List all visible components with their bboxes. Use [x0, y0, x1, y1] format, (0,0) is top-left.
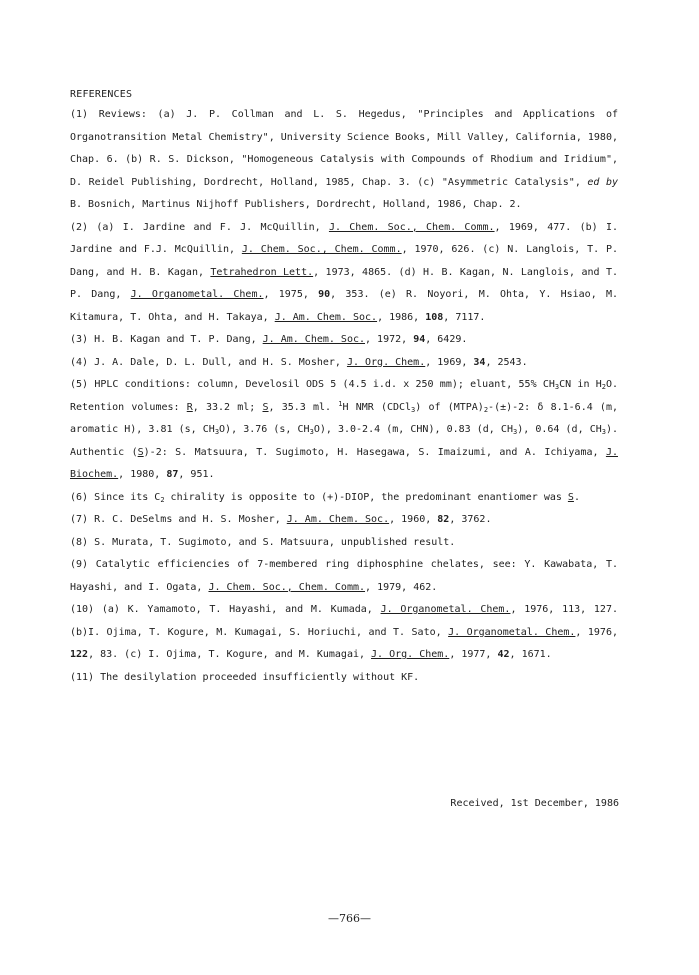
references-heading: REFERENCES	[70, 89, 133, 100]
reference-5: (5) HPLC conditions: column, Develosil ODS 5 (4.5 i.d. x 250 mm); eluant, 55% $CH_3CN$ in $H_2O$. Retention volumes: R, 33.2 ml; S, 35.3 ml. $^1$H NMR (CDCl$_3$) of $(MTPA)_2-(\pm)-2$: δ 8.1-6.4 (m, aromatic H), 3.81 (s, $CH_3O$), 3.76 (s, $CH_3O$), 3.0-2.4 (m, CHN), 0.83 (d, $CH_3$), 0.64 (d, $CH_3$). Authentic (S)-2: S. Matsuura, T. Sugimoto, H. Hasegawa, S. Imaizumi, and A. Ichiyama, J. Biochem., 1980, 87, 951.	[70, 379, 618, 480]
reference-8: (8) S. Murata, T. Sugimoto, and S. Matsuura, unpublished result.	[70, 536, 456, 548]
reference-list	[70, 104, 618, 689]
reference-9: (9) Catalytic efficiencies of 7-membered ring diphosphine chelates, see: Y. Kawabata, T. Hayashi, and I. Ogata, J. Chem. Soc., Chem. Comm., 1979, 462.	[70, 559, 618, 593]
reference-10: (10) (a) K. Yamamoto, T. Hayashi, and M. Kumada, J. Organometal. Chem., 1976, 113, 127. (b)I. Ojima, T. Kogure, M. Kumagai, S. Horiuchi, and T. Sato, J. Organometal. Chem., 1976, 122, 83. (c) I. Ojima, T. Kogure, and M. Kumagai, J. Org. Chem., 1977, 42, 1671.	[70, 604, 618, 660]
reference-3: (3) H. B. Kagan and T. P. Dang, J. Am. Chem. Soc., 1972, 94, 6429.	[70, 334, 468, 345]
reference-1: (1) Reviews: (a) J. P. Collman and L. S. Hegedus, "Principles and Applications of Organotransition Metal Chemistry", University Science Books, Mill Valley, California, 1980, Chap. 6. (b) R. S. Dickson, "Homogeneous Catalysis with Compounds of Rhodium and Iridium", D. Reidel Publishing, Dordrecht, Holland, 1985, Chap. 3. (c) "Asymmetric Catalysis", ed by B. Bosnich, Martinus Nijhoff Publishers, Dordrecht, Holland, 1986, Chap. 2.	[70, 109, 618, 210]
reference-4: (4) J. A. Dale, D. L. Dull, and H. S. Mosher, J. Org. Chem., 1969, 34, 2543.	[70, 356, 528, 368]
page-number: —766—	[328, 912, 371, 925]
reference-2: (2) (a) I. Jardine and F. J. McQuillin, J. Chem. Soc., Chem. Comm., 1969, 477. (b) I. Jardine and F.J. McQuillin, J. Chem. Soc., Chem. Comm., 1970, 626. (c) N. Langlois, T. P. Dang, and H. B. Kagan, Tetrahedron Lett., 1973, 4865. (d) H. B. Kagan, N. Langlois, and T. P. Dang, J. Organometal. Chem., 1975, 90, 353. (e) R. Noyori, M. Ohta, Y. Hsiao, M. Kitamura, T. Ohta, and H. Takaya, J. Am. Chem. Soc., 1986, 108, 7117.	[70, 221, 619, 323]
reference-7: (7) R. C. DeSelms and H. S. Mosher, J. Am. Chem. Soc., 1960, 82, 3762.	[70, 514, 492, 525]
reference-6: (6) Since its $C_2$ chirality is opposite to (+)-DIOP, the predominant enantiomer was S.	[70, 491, 580, 504]
reference-11: (11) The desilylation proceeded insufficiently without KF.	[70, 671, 420, 683]
received-date: Received, 1st December, 1986	[450, 798, 619, 809]
